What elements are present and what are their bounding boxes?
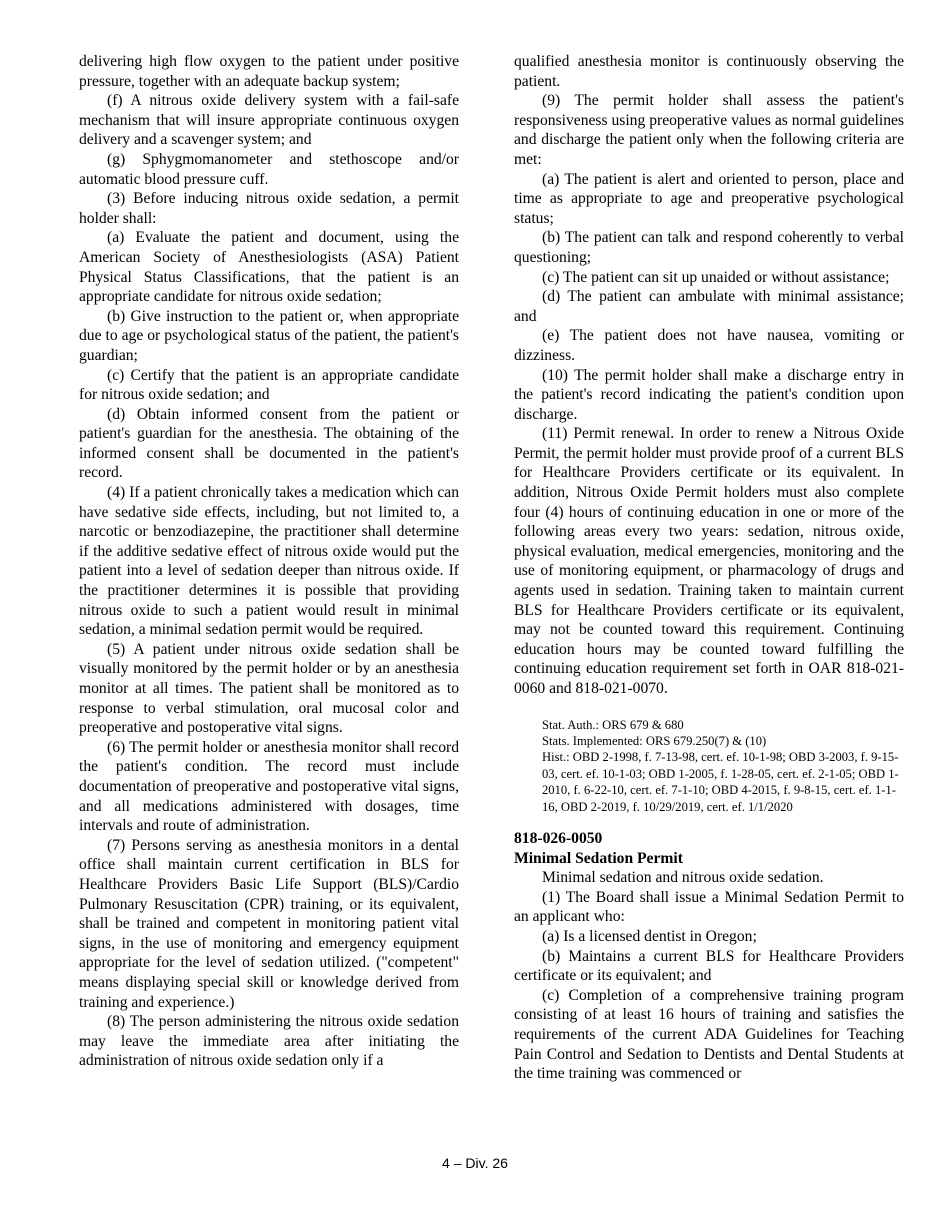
rule-title: Minimal Sedation Permit [514,849,683,867]
paragraph: (4) If a patient chronically takes a medication which can have sedative side effects, including, but not limited to, a narcotic or benzodiazepine, the practitioner shall determine if the additive sedative effect of nitrous oxide would put the patient into a level of sedation deeper than nitrous oxide. If the practitioner determines it is possible that providing nitrous oxide to such a patient would result in minimal sedation, a minimal sedation permit would be required. [79,484,459,639]
paragraph: qualified anesthesia monitor is continuously observing the patient. [514,53,904,90]
paragraph: delivering high flow oxygen to the patient under positive pressure, together with an adequate backup system; [79,53,459,90]
paragraph: (8) The person administering the nitrous oxide sedation may leave the immediate area after initiating the administration of nitrous oxide sedation only if a [79,1013,459,1070]
page-footer: 4 – Div. 26 [442,1155,508,1171]
rule-number: 818-026-0050 [514,830,603,848]
paragraph: (c) The patient can sit up unaided or without assistance; [542,268,890,286]
paragraph: (11) Permit renewal. In order to renew a Nitrous Oxide Permit, the permit holder must provide proof of a current BLS for Healthcare Providers certificate or its equivalent. In addition, Nitrous Oxide Permit holders must also complete four (4) hours of continuing education in one or more of the following areas every two years: sedation, nitrous oxide, physical evaluation, medical emergencies, monitoring and the use of monitoring equipment, or pharmacology of drugs and agents used in sedation. Training taken to maintain current BLS for Healthcare Providers certificate or its equivalent, may not be counted toward this requirement. Continuing education hours may be counted toward fulfilling the continuing education requirement set forth in OAR 818-021-0060 and 818-021-0070. [514,425,904,697]
paragraph: (a) Evaluate the patient and document, using the American Society of Anesthesiologists (ASA) Patient Physical Status Classifications, that the patient is an appropriate candidate for nitrous oxide sedation; [79,229,459,306]
left-column [79,52,459,1071]
paragraph: (f) A nitrous oxide delivery system with a fail-safe mechanism that will insure appropriate continuous oxygen delivery and a scavenger system; and [79,92,459,149]
paragraph: (d) The patient can ambulate with minimal assistance; and [514,288,904,325]
paragraph: (b) The patient can talk and respond coherently to verbal questioning; [514,229,904,266]
right-column [514,52,904,1084]
statutory-notes [542,717,904,815]
paragraph: (c) Completion of a comprehensive training program consisting of at least 16 hours of training and satisfies the requirements of the current ADA Guidelines for Teaching Pain Control and Sedation to Dentists and Dental Students at the time training was commenced or [514,986,904,1083]
stats-implemented: Stats. Implemented: ORS 679.250(7) & (10) [542,734,767,748]
paragraph: (1) The Board shall issue a Minimal Sedation Permit to an applicant who: [514,888,904,926]
paragraph: (5) A patient under nitrous oxide sedation shall be visually monitored by the permit holder or by an anesthesia monitor at all times. The patient shall be monitored as to response to verbal stimulation, oral mucosal color and preoperative and postoperative vital signs. [79,640,459,737]
paragraph: (b) Give instruction to the patient or, when appropriate due to age or psychological status of the patient, the patient's guardian; [79,307,459,364]
paragraph: (b) Maintains a current BLS for Healthcare Providers certificate or its equivalent; and [514,947,904,985]
history-note: Hist.: OBD 2-1998, f. 7-13-98, cert. ef. 10-1-98; OBD 3-2003, f. 9-15-03, cert. ef. 10-1-03; OBD 1-2005, f. 1-28-05, cert. ef. 2-1-05; OBD 1-2010, f. 6-22-10, cert. ef. 7-1-10; OBD 4-2015, f. 9-8-15, cert. ef. 1-1-16, OBD 2-2019, f. 10/29/2019, cert. ef. 1/1/2020 [542,750,899,814]
paragraph: (6) The permit holder or anesthesia monitor shall record the patient's condition. The record must include documentation of preoperative and postoperative vital signs, and all medications administered with dosages, time intervals and route of administration. [79,738,459,835]
paragraph: Minimal sedation and nitrous oxide sedation. [542,869,824,887]
paragraph: (e) The patient does not have nausea, vomiting or dizziness. [514,327,904,364]
paragraph: (d) Obtain informed consent from the patient or patient's guardian for the anesthesia. The obtaining of the informed consent shall be documented in the patient's record. [79,405,459,482]
paragraph: (g) Sphygmomanometer and stethoscope and/or automatic blood pressure cuff. [79,150,459,188]
stat-auth: Stat. Auth.: ORS 679 & 680 [542,717,684,732]
paragraph: (10) The permit holder shall make a discharge entry in the patient's record indicating the patient's condition upon discharge. [514,366,904,423]
paragraph: (9) The permit holder shall assess the patient's responsiveness using preoperative values as normal guidelines and discharge the patient only when the following criteria are met: [514,92,904,168]
paragraph: (a) The patient is alert and oriented to person, place and time as appropriate to age and preoperative psychological status; [514,170,904,227]
paragraph: (3) Before inducing nitrous oxide sedation, a permit holder shall: [79,190,459,227]
paragraph: (7) Persons serving as anesthesia monitors in a dental office shall maintain current certification in BLS for Healthcare Providers Basic Life Support (BLS)/Cardio Pulmonary Resuscitation (CPR) training, or its equivalent, shall be trained and competent in monitoring patient vital signs, in the use of monitoring and emergency equipment appropriate for the level of sedation utilized. ("competent" means displaying special skill or knowledge derived from training and experience.) [79,836,459,1011]
paragraph: (a) Is a licensed dentist in Oregon; [542,928,757,945]
paragraph: (c) Certify that the patient is an appropriate candidate for nitrous oxide sedation; and [79,366,459,404]
